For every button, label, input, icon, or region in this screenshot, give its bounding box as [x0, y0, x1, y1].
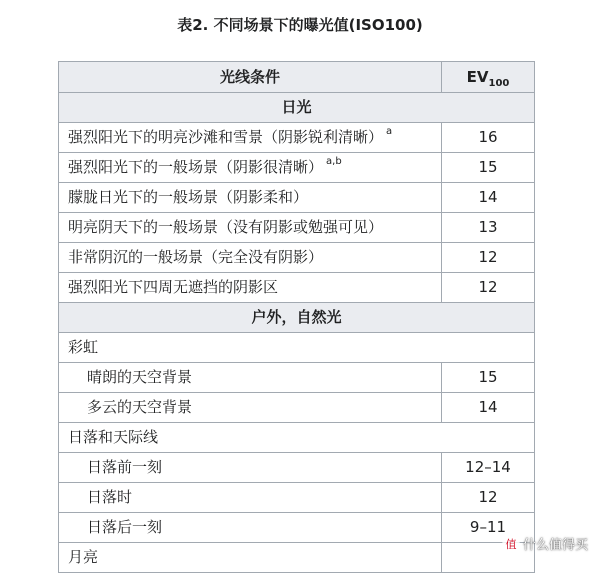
section-row: [59, 303, 535, 333]
row-value: 16: [442, 123, 535, 153]
table-row: [59, 363, 535, 393]
table-row: [59, 393, 535, 423]
watermark-text: 什么值得买: [522, 537, 588, 553]
subgroup-row: [59, 333, 535, 363]
row-value: 13: [442, 213, 535, 243]
row-value: 9–11: [442, 513, 535, 543]
header-ev-label: EV: [466, 67, 489, 86]
table-row: [59, 453, 535, 483]
header-ev100: [442, 62, 535, 93]
row-value: 12: [442, 273, 535, 303]
table-caption: 表2. 不同场景下的曝光值(ISO100): [177, 16, 423, 34]
header-light-condition: 光线条件: [59, 62, 442, 93]
table-row: [59, 183, 535, 213]
row-label: 强烈阳光下四周无遮挡的阴影区: [59, 273, 442, 303]
table-row: [59, 543, 535, 573]
table-row: [59, 483, 535, 513]
row-label: 强烈阳光下的一般场景（阴影很清晰） $^{a,b}$: [59, 153, 442, 183]
header-ev-subscript: 100: [488, 77, 510, 89]
watermark: [502, 534, 588, 555]
row-value: 14: [442, 393, 535, 423]
row-label: 日落前一刻: [59, 453, 442, 483]
table-row: [59, 213, 535, 243]
section-daylight: 日光: [59, 93, 535, 123]
table-row: [59, 123, 535, 153]
row-value: 15: [442, 363, 535, 393]
row-label: 多云的天空背景: [59, 393, 442, 423]
subgroup-rainbow: 彩虹: [59, 333, 535, 363]
row-value: 15: [442, 153, 535, 183]
subgroup-sunset-skyline: 日落和天际线: [59, 423, 535, 453]
row-value: 12: [442, 243, 535, 273]
row-value: 12: [442, 483, 535, 513]
row-label: 月亮: [59, 543, 442, 573]
footnote-link[interactable]: a,b: [326, 156, 342, 167]
watermark-badge-icon: 值: [502, 536, 520, 554]
row-value: 14: [442, 183, 535, 213]
row-label: 日落后一刻: [59, 513, 442, 543]
section-outdoor-natural-light: 户外，自然光: [59, 303, 535, 333]
row-label: 明亮阴天下的一般场景（没有阴影或勉强可见）: [59, 213, 442, 243]
row-label: 非常阴沉的一般场景（完全没有阴影）: [59, 243, 442, 273]
table-row: [59, 273, 535, 303]
table-header-row: [59, 62, 535, 93]
row-label: 晴朗的天空背景: [59, 363, 442, 393]
subgroup-row: [59, 423, 535, 453]
table-row: [59, 513, 535, 543]
section-row: [59, 93, 535, 123]
row-value: 12–14: [442, 453, 535, 483]
row-label: 强烈阳光下的明亮沙滩和雪景（阴影锐利清晰） $^a$: [59, 123, 442, 153]
footnote-link[interactable]: a: [386, 126, 393, 137]
table-row: [59, 153, 535, 183]
table-row: [59, 243, 535, 273]
row-label: 朦胧日光下的一般场景（阴影柔和）: [59, 183, 442, 213]
exposure-value-table: [58, 61, 535, 573]
row-label: 日落时: [59, 483, 442, 513]
